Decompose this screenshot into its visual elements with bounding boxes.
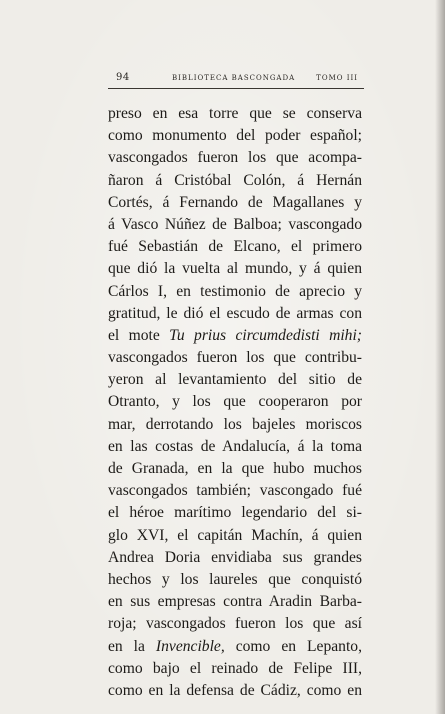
text-line: gratitud, le dió el escudo de armas con — [108, 304, 362, 322]
text-line: en las costas de Andalucía, á la toma — [108, 437, 362, 455]
text-line: preso en esa torre que se conserva — [108, 105, 362, 122]
header-rule — [108, 88, 364, 89]
text-line: como bajo el reinado de Felipe III, — [108, 659, 362, 677]
text-line: como monumento del poder español; — [108, 127, 362, 145]
text-line: vascongados fueron los que acompa- — [108, 149, 362, 167]
text-line: mar, derrotando los bajeles moriscos — [108, 415, 362, 433]
page-edge-shadow — [435, 0, 445, 714]
text-line: roja; vascongados fueron los que así — [108, 615, 362, 633]
text-segment: en la — [108, 637, 156, 655]
text-line: á Vasco Núñez de Balboa; vascongado — [108, 215, 362, 233]
text-line: ñaron á Cristóbal Colón, á Hernán — [108, 171, 362, 189]
text-line: que dió la vuelta al mundo, y á quien — [108, 260, 362, 278]
text-line: Cortés, á Fernando de Magallanes y — [108, 193, 362, 211]
italic-phrase: Tu prius circumdedisti mihi; — [169, 326, 362, 344]
text-line: glo XVI, el capitán Machín, á quien — [108, 526, 362, 544]
text-line: vascongados también; vascongado fué — [108, 482, 362, 500]
text-line — [108, 636, 362, 658]
running-header — [108, 72, 364, 86]
text-line: el héroe marítimo legendario del si- — [108, 504, 362, 522]
text-line: vascongados fueron los que contribu- — [108, 349, 362, 367]
text-line: fué Sebastián de Elcano, el primero — [108, 238, 362, 256]
text-line — [108, 325, 362, 347]
running-title: BIBLIOTECA BASCONGADA — [172, 74, 296, 82]
body-text — [108, 103, 362, 702]
text-line: como en la defensa de Cádiz, como en — [108, 681, 362, 699]
text-line: Otranto, y los que cooperaron por — [108, 393, 362, 411]
text-line: yeron al levantamiento del sitio de — [108, 371, 362, 389]
text-line: Cárlos I, en testimonio de aprecio y — [108, 282, 362, 300]
text-segment: como en Lepanto, — [224, 637, 362, 655]
page-number: 94 — [116, 72, 130, 83]
text-line: en sus empresas contra Aradin Barba- — [108, 593, 362, 611]
text-line: de Granada, en la que hubo muchos — [108, 460, 362, 477]
text-segment: el mote — [108, 326, 170, 344]
italic-phrase: Invencible, — [155, 637, 225, 655]
volume-label: TOMO III — [316, 74, 358, 82]
text-line: Andrea Doria envidiaba sus grandes — [108, 548, 362, 566]
text-line: hechos y los laureles que conquistó — [108, 570, 362, 588]
